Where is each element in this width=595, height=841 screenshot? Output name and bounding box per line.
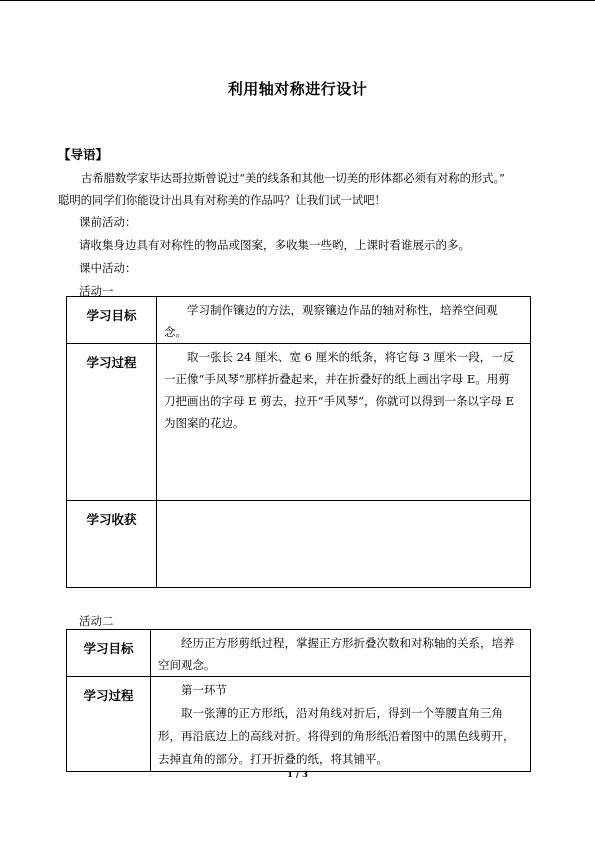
activity2-process-content: 取一张薄的正方形纸，沿对角线对折后，得到一个等腰直角三角形，再沿底边上的高线对折。将得到的角形纸沿着图中的黑色线剪开，去掉直角的部分。打开折叠的纸，将其铺平。 xyxy=(158,706,515,766)
activity2-label: 活动二 xyxy=(79,614,114,628)
activity2-process-row xyxy=(67,677,531,772)
pre-class-text: 请收集身边具有对称性的物品或图案，多收集一些哟，上课时看谁展示的多。 xyxy=(79,238,470,252)
intro-line-1: 古希腊数学家毕达哥拉斯曾说过“美的线条和其他一切美的形体都必须有对称的形式。” xyxy=(81,171,505,185)
activity2-process-cell xyxy=(151,677,531,772)
page-number: 1 / 3 xyxy=(287,770,308,780)
activity1-process-row xyxy=(67,344,531,501)
activity1-gain-header: 学习收获 xyxy=(67,501,157,588)
activity1-goal-row xyxy=(67,297,531,344)
activity1-process-header: 学习过程 xyxy=(67,344,157,501)
page-title: 利用轴对称进行设计 xyxy=(227,80,368,98)
activity1-goal-content: 学习制作镶边的方法，观察镶边作品的轴对称性，培养空间观念。 xyxy=(157,297,531,344)
activity1-label: 活动一 xyxy=(79,284,114,298)
activity2-goal-header: 学习目标 xyxy=(67,630,151,677)
activity2-goal-content: 经历正方形剪纸过程，掌握正方形折叠次数和对称轴的关系，培养空间观念。 xyxy=(151,630,531,677)
intro-paragraph xyxy=(58,167,544,211)
in-class-label: 课中活动： xyxy=(79,261,137,275)
activity1-process-content: 取一张长 24 厘米、宽 6 厘米的纸条，将它每 3 厘米一段，一反一正像“手风琴”那样折叠起来，并在折叠好的纸上画出字母 E。用剪刀把画出的字母 E 剪去，拉开“手风琴”，你就可以得到一条以字母 E 为图案的花边。 xyxy=(157,344,531,501)
activity1-gain-content xyxy=(157,501,531,588)
activity1-goal-header: 学习目标 xyxy=(67,297,157,344)
activity1-gain-row xyxy=(67,501,531,588)
pre-class-label: 课前活动： xyxy=(79,215,137,229)
header-rule xyxy=(0,0,595,1)
activity2-process-subheading: 第一环节 xyxy=(181,683,227,697)
activity1-table xyxy=(66,296,531,588)
guide-heading: 【导语】 xyxy=(58,147,109,162)
activity2-process-header: 学习过程 xyxy=(67,677,151,772)
activity2-table xyxy=(66,629,531,772)
activity2-goal-row xyxy=(67,630,531,677)
intro-line-2: 聪明的同学们你能设计出具有对称美的作品吗？让我们试一试吧！ xyxy=(58,193,386,207)
